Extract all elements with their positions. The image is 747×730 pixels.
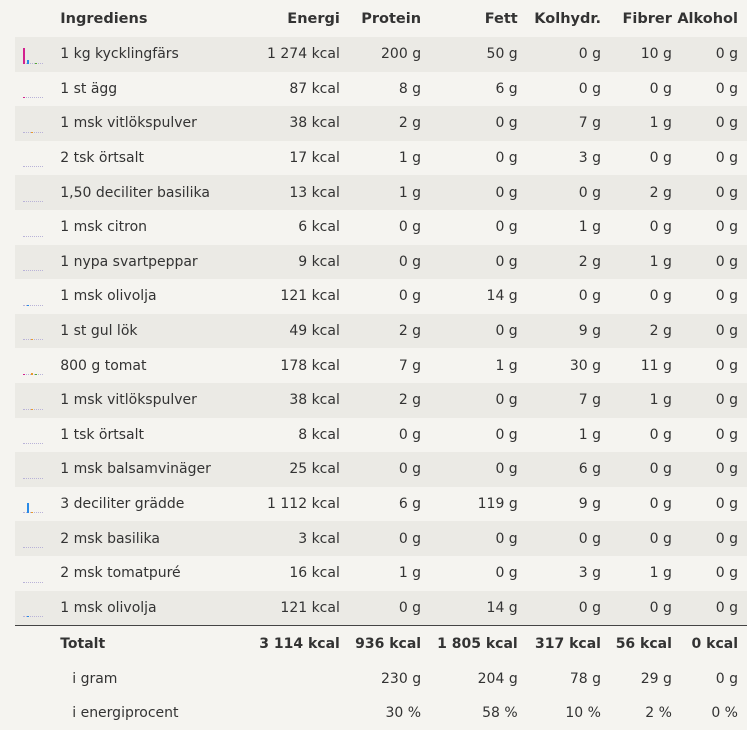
energy-cell: 38 kcal	[229, 383, 340, 418]
ingredient-rows	[15, 37, 747, 626]
ingredient-name: 1 msk balsamvinäger	[60, 452, 229, 487]
table-row	[15, 487, 747, 522]
energy-cell: 38 kcal	[229, 106, 340, 141]
energy-cell: 3 kcal	[229, 521, 340, 556]
alcohol-cell: 0 g	[715, 426, 738, 443]
macro-bar-baseline	[23, 339, 43, 340]
ingredient-name: 1 st gul lök	[60, 314, 229, 349]
carbs-cell: 0 g	[518, 37, 601, 72]
ingredient-header: Ingrediens	[60, 10, 148, 27]
alcohol-cell: 0 g	[715, 288, 738, 305]
carbs-cell: 7 g	[518, 383, 601, 418]
protein-cell: 2 g	[340, 314, 421, 349]
macro-bar-baseline	[23, 270, 43, 271]
macro-bar-baseline	[23, 97, 43, 98]
total-label: Totalt	[60, 626, 229, 663]
alcohol-cell: 0 g	[672, 383, 747, 418]
alcohol-cell: 0 g	[715, 80, 738, 97]
fiber-bar	[35, 374, 37, 375]
fat-cell: 50 g	[421, 37, 518, 72]
fat-cell: 0 g	[421, 106, 518, 141]
carbs-bar	[31, 512, 33, 513]
fiber-cell: 10 g	[601, 37, 672, 72]
protein-cell: 0 g	[340, 591, 421, 626]
carbs-cell: 1 g	[578, 219, 601, 236]
fiber-cell: 2 g	[601, 314, 672, 349]
grams-energy	[229, 662, 340, 696]
ingredient-name: 1 tsk örtsalt	[60, 426, 144, 443]
fat-bar	[27, 305, 29, 306]
macro-bar-chart	[15, 452, 60, 487]
macro-bar-baseline	[23, 409, 43, 410]
energy-cell: 178 kcal	[280, 357, 340, 374]
fat-cell: 1 g	[495, 357, 518, 374]
macro-bar-baseline	[23, 166, 43, 167]
fiber-cell: 1 g	[601, 245, 672, 280]
macro-bar-chart	[15, 72, 60, 107]
energy-cell: 17 kcal	[289, 150, 340, 167]
alcohol-cell: 0 g	[672, 591, 747, 626]
table-row	[15, 279, 747, 314]
energy-cell: 1 112 kcal	[267, 496, 340, 513]
energy-cell: 49 kcal	[229, 314, 340, 349]
macro-bar-baseline	[23, 305, 43, 306]
total-fat: 1 805 kcal	[421, 626, 518, 663]
fat-cell: 0 g	[495, 219, 518, 236]
fat-cell: 0 g	[421, 383, 518, 418]
macro-bar-chart	[15, 279, 60, 314]
fat-cell: 0 g	[421, 314, 518, 349]
nutrition-table	[15, 0, 747, 730]
grams-fiber: 29 g	[640, 671, 672, 688]
ingredient-name: 800 g tomat	[60, 357, 147, 374]
alcohol-cell: 0 g	[715, 357, 738, 374]
fiber-header: Fibrer	[622, 10, 672, 27]
fiber-cell: 0 g	[649, 288, 672, 305]
fat-bar	[27, 616, 29, 617]
bar-header	[15, 0, 60, 37]
total-fiber: 56 kcal	[601, 626, 672, 663]
carbs-bar	[31, 132, 33, 133]
fiber-cell: 1 g	[649, 565, 672, 582]
carbs-header: Kolhydr.	[534, 10, 601, 27]
carbs-cell: 0 g	[518, 591, 601, 626]
fiber-cell: 0 g	[649, 219, 672, 236]
macro-bar-chart	[15, 521, 60, 556]
fat-cell: 0 g	[421, 452, 518, 487]
ingredient-name: 2 msk tomatpuré	[60, 565, 181, 582]
table-row	[15, 37, 747, 72]
protein-header: Protein	[361, 10, 422, 27]
fat-cell: 0 g	[421, 521, 518, 556]
ingredient-name: 1 msk olivolja	[60, 288, 157, 305]
macro-bar-baseline	[23, 374, 43, 375]
ingredient-name: 1 msk olivolja	[60, 591, 229, 626]
energy-header: Energi	[287, 10, 340, 27]
alcohol-cell: 0 g	[715, 496, 738, 513]
macro-bar-chart	[15, 245, 60, 280]
macro-bar-baseline	[23, 616, 43, 617]
percent-alcohol: 0 %	[711, 705, 738, 722]
ingredient-name: 1 nypa svartpeppar	[60, 245, 229, 280]
macro-bar-chart	[15, 37, 60, 72]
fiber-cell: 0 g	[649, 80, 672, 97]
table-row	[15, 521, 747, 556]
protein-cell: 0 g	[340, 521, 421, 556]
macro-bar-chart	[15, 348, 60, 383]
grams-protein: 230 g	[381, 671, 422, 688]
macro-bar-chart	[15, 487, 60, 522]
macro-bar-baseline	[23, 132, 43, 133]
macro-bar-chart	[15, 418, 60, 453]
protein-bar	[23, 48, 25, 64]
macro-bar-baseline	[23, 63, 43, 64]
table-row	[15, 210, 747, 245]
energy-cell: 16 kcal	[289, 565, 340, 582]
energy-cell: 13 kcal	[229, 175, 340, 210]
ingredient-name: 1 kg kycklingfärs	[60, 37, 229, 72]
macro-bar-chart	[15, 314, 60, 349]
macro-bar-chart	[15, 591, 60, 626]
fat-cell: 6 g	[495, 80, 518, 97]
fat-cell: 0 g	[495, 150, 518, 167]
carbs-cell: 0 g	[578, 80, 601, 97]
grams-bar-cell	[15, 662, 60, 696]
protein-cell: 7 g	[398, 357, 422, 374]
macro-bar-baseline	[23, 201, 43, 202]
header-row	[15, 0, 747, 37]
table-row	[15, 314, 747, 349]
grams-fat: 204 g	[477, 671, 518, 688]
protein-cell: 0 g	[340, 452, 421, 487]
alcohol-cell: 0 g	[672, 314, 747, 349]
alcohol-cell: 0 g	[672, 521, 747, 556]
protein-cell: 0 g	[398, 219, 422, 236]
fat-cell: 14 g	[486, 288, 518, 305]
total-alcohol: 0 kcal	[672, 626, 747, 663]
fiber-cell: 0 g	[649, 150, 672, 167]
energy-cell: 9 kcal	[229, 245, 340, 280]
total-protein: 936 kcal	[340, 626, 421, 663]
fat-bar	[27, 60, 29, 64]
ingredient-name: 3 deciliter grädde	[60, 496, 185, 513]
fiber-cell: 0 g	[649, 496, 672, 513]
macro-bar-baseline	[23, 236, 43, 237]
table-row	[15, 175, 747, 210]
fiber-bar	[35, 63, 37, 64]
percent-row	[15, 696, 747, 730]
protein-cell: 1 g	[340, 175, 421, 210]
carbs-bar	[31, 409, 33, 410]
carbs-cell: 30 g	[569, 357, 601, 374]
energy-cell: 6 kcal	[298, 219, 340, 236]
fiber-cell: 11 g	[640, 357, 672, 374]
energy-cell: 1 274 kcal	[229, 37, 340, 72]
fat-cell: 0 g	[421, 175, 518, 210]
table-row	[15, 141, 747, 176]
percent-protein: 30 %	[385, 705, 422, 722]
fiber-cell: 0 g	[649, 426, 672, 443]
percent-carbs: 10 %	[565, 705, 601, 722]
grams-carbs: 78 g	[569, 671, 601, 688]
macro-bar-baseline	[23, 582, 43, 583]
protein-cell: 0 g	[398, 288, 422, 305]
fiber-cell: 0 g	[601, 452, 672, 487]
fat-header: Fett	[484, 10, 518, 27]
alcohol-cell: 0 g	[715, 150, 738, 167]
protein-cell: 6 g	[398, 496, 422, 513]
protein-cell: 2 g	[340, 106, 421, 141]
ingredient-name: 1 msk vitlökspulver	[60, 106, 229, 141]
carbs-cell: 1 g	[578, 426, 601, 443]
protein-cell: 2 g	[340, 383, 421, 418]
percent-label: i energiprocent	[72, 705, 179, 722]
carbs-cell: 0 g	[578, 288, 601, 305]
energy-cell: 87 kcal	[289, 80, 340, 97]
carbs-bar	[31, 373, 33, 375]
macro-bar-baseline	[23, 443, 43, 444]
alcohol-cell: 0 g	[672, 452, 747, 487]
fat-cell: 0 g	[495, 426, 518, 443]
total-energy: 3 114 kcal	[229, 626, 340, 663]
carbs-cell: 0 g	[518, 521, 601, 556]
alcohol-cell: 0 g	[715, 219, 738, 236]
ingredient-name: 1 msk citron	[60, 219, 148, 236]
energy-cell: 8 kcal	[298, 426, 340, 443]
fiber-cell: 2 g	[601, 175, 672, 210]
macro-bar-chart	[15, 556, 60, 591]
protein-bar	[23, 374, 25, 375]
ingredient-name: 1 msk vitlökspulver	[60, 383, 229, 418]
table-row	[15, 452, 747, 487]
protein-cell: 0 g	[398, 426, 422, 443]
carbs-cell: 2 g	[518, 245, 601, 280]
carbs-cell: 9 g	[578, 496, 601, 513]
table-row	[15, 418, 747, 453]
alcohol-cell: 0 g	[715, 565, 738, 582]
ingredient-name: 1,50 deciliter basilika	[60, 175, 229, 210]
carbs-cell: 9 g	[518, 314, 601, 349]
fat-cell: 119 g	[477, 496, 518, 513]
table-row	[15, 591, 747, 626]
percent-fat: 58 %	[482, 705, 518, 722]
fat-cell: 0 g	[495, 565, 518, 582]
percent-fiber: 2 %	[645, 705, 672, 722]
ingredient-name: 2 msk basilika	[60, 521, 229, 556]
protein-bar	[23, 97, 25, 98]
fiber-cell: 1 g	[601, 383, 672, 418]
alcohol-cell: 0 g	[672, 175, 747, 210]
macro-bar-chart	[15, 383, 60, 418]
alcohol-cell: 0 g	[672, 37, 747, 72]
grams-label: i gram	[72, 671, 118, 688]
fat-cell: 0 g	[421, 245, 518, 280]
protein-cell: 1 g	[398, 150, 422, 167]
grams-row	[15, 662, 747, 696]
protein-cell: 200 g	[340, 37, 421, 72]
table-row	[15, 556, 747, 591]
carbs-cell: 6 g	[518, 452, 601, 487]
fat-bar	[27, 503, 29, 513]
macro-bar-chart	[15, 175, 60, 210]
macro-bar-chart	[15, 106, 60, 141]
carbs-cell: 3 g	[578, 565, 601, 582]
macro-bar-chart	[15, 141, 60, 176]
carbs-cell: 3 g	[578, 150, 601, 167]
energy-cell: 25 kcal	[229, 452, 340, 487]
fiber-cell: 0 g	[601, 591, 672, 626]
energy-cell: 121 kcal	[280, 288, 340, 305]
table-row	[15, 348, 747, 383]
alcohol-header: Alkohol	[677, 10, 738, 27]
percent-energy	[229, 696, 340, 730]
total-row	[15, 626, 747, 663]
total-bar-cell	[15, 626, 60, 663]
table-row	[15, 106, 747, 141]
macro-bar-chart	[15, 210, 60, 245]
alcohol-cell: 0 g	[672, 245, 747, 280]
ingredient-name: 2 tsk örtsalt	[60, 150, 144, 167]
percent-bar-cell	[15, 696, 60, 730]
fat-cell: 14 g	[421, 591, 518, 626]
table-row	[15, 72, 747, 107]
protein-cell: 1 g	[398, 565, 422, 582]
alcohol-cell: 0 g	[672, 106, 747, 141]
grams-alcohol: 0 g	[715, 671, 738, 688]
carbs-cell: 7 g	[518, 106, 601, 141]
fiber-cell: 1 g	[601, 106, 672, 141]
protein-cell: 0 g	[340, 245, 421, 280]
macro-bar-baseline	[23, 547, 43, 548]
macro-bar-baseline	[23, 512, 43, 513]
table-row	[15, 383, 747, 418]
table-row	[15, 245, 747, 280]
protein-cell: 8 g	[398, 80, 422, 97]
fiber-cell: 0 g	[601, 521, 672, 556]
energy-cell: 121 kcal	[229, 591, 340, 626]
carbs-bar	[31, 339, 33, 340]
ingredient-name: 1 st ägg	[60, 80, 118, 97]
total-carbs: 317 kcal	[518, 626, 601, 663]
macro-bar-baseline	[23, 478, 43, 479]
carbs-cell: 0 g	[518, 175, 601, 210]
